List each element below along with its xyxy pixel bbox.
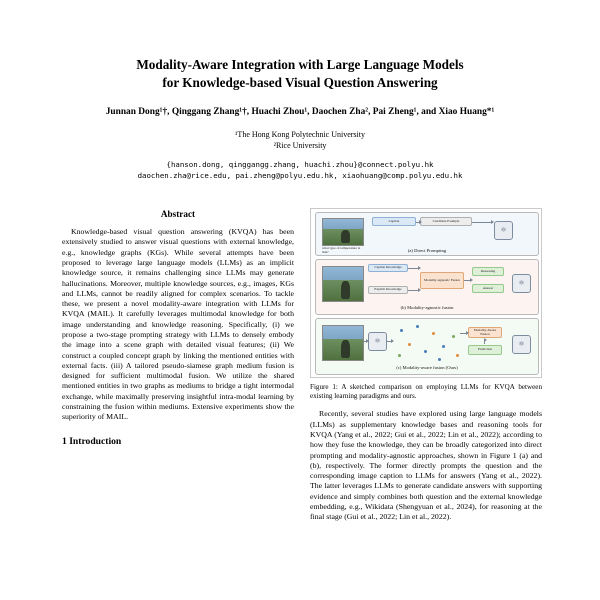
title-line-2: for Knowledge-based Visual Question Answering — [162, 74, 438, 90]
affiliation-1: ¹The Hong Kong Polytechnic University — [235, 129, 365, 139]
figure-block-reasoning: Reasoning — [472, 267, 504, 276]
title-block — [0, 0, 600, 181]
figure-scene-graph — [394, 323, 466, 363]
introduction-heading: 1 Introduction — [62, 436, 122, 448]
figure-1 — [310, 208, 542, 401]
figure-panel-a-label: (a) Direct Prompting — [407, 248, 447, 253]
figure-image-thumbnail-a — [322, 218, 364, 246]
figure-image-thumbnail-c — [322, 325, 364, 361]
llm-icon-b: ⚛ — [512, 274, 531, 293]
email-line-2: daochen.zha@rice.edu, pai.zheng@polyu.edu.hk, xiaohuang@comp.polyu.edu.hk — [137, 171, 463, 181]
right-column — [310, 208, 542, 529]
figure-block-caption-a: Caption — [372, 217, 416, 226]
figure-panel-c — [315, 318, 539, 375]
figure-panel-c-label: (c) Modality-aware fusion (Ours) — [396, 365, 458, 370]
figure-1-graphic — [310, 208, 542, 378]
llm-icon-a: ⚛ — [494, 221, 513, 240]
figure-panel-a — [315, 212, 539, 256]
page-title — [62, 56, 538, 92]
figure-block-explicit-knowledge: Explicit Knowledge — [368, 286, 408, 294]
llm-icon-d: ⚛ — [512, 335, 531, 354]
figure-1-caption: Figure 1: A sketched comparison on employing LLMs for KVQA between existing learning paradigms and ours. — [310, 383, 542, 401]
figure-block-modality-agnostic-fusion: Modality-Agnostic Fusion — [420, 272, 464, 289]
affiliations — [62, 129, 538, 152]
author-list: Junnan Dong¹†, Qinggang Zhang¹†, Huachi Zhou¹, Daochen Zha², Pai Zheng¹, and Xiao Huang*¹ — [105, 106, 495, 117]
figure-image-thumbnail-b — [322, 266, 364, 302]
figure-block-prediction: Prediction — [468, 345, 502, 355]
email-line-1: {hanson.dong, qinggangg.zhang, huachi.zhou}@connect.polyu.hk — [166, 159, 434, 169]
body-columns — [0, 208, 600, 600]
figure-block-answer: Answer — [472, 284, 504, 293]
llm-icon-c: ⚛ — [368, 332, 387, 351]
figure-block-caption-knowledge: Caption Knowledge — [368, 264, 408, 272]
left-column — [62, 208, 294, 454]
right-paragraph-1: Recently, several studies have explored using large language models (LLMs) as supplementary knowledge bases and reasoning tools for KVQA (Yang et al., 2022; Gui et al., 2022; Lin et al., 2022); according to how they fuse the knowledge, they can be broadly categorized into direct prompting and modality-agnostic approaches, shown in Figure 1 (a) and (b), respectively. The former directly prompts the question and the corresponding image caption to LLMs for answers (Yang et al., 2022). The latter leverages LLMs to generate candidate answers with supporting evidence and simply combines both question and the external knowledge embedding, e.g., Wikidata (Shengyuan et al., 2024), for reasoning at the final stage (Gui et al., 2022; Lin et al., 2022). — [310, 409, 542, 522]
figure-block-candidate-example: Candidate Example — [420, 217, 472, 226]
email-block — [62, 159, 538, 181]
figure-block-modality-aware-fusion: Modality-Aware Fusion — [468, 327, 502, 338]
figure-panel-b-label: (b) Modality-agnostic fusion — [400, 305, 454, 310]
abstract-paragraph: Knowledge-based visual question answering (KVQA) has been extensively studied to answer visual questions with external knowledge, e.g., knowledge graphs (KGs). While several attempts have been proposed to leverage large language models (LLMs) as an implicit knowledge source, it remains challenging since LLMs may generate hallucinations. Moreover, multiple knowledge sources, e.g., images, KGs and LLMs, cannot be readily aligned for complex scenarios. To tackle these, we present a novel modality-aware integration with LLMs for KVQA (MAIL). It carefully leverages multimodal knowledge for both image understanding and knowledge reasoning. Specifically, (i) we propose a two-stage prompting strategy with LLMs to densely embody the image into a scene graph with detailed visual features; (ii) We construct a coupled concept graph by linking the mentioned entities with external facts. (iii) A tailored pseudo-siamese graph medium fusion is designed for sufficient multimodal fusion. We utilize the shared mentioned entities in two graphs as mediums to bridge a tight intermodal exchange, while maximally preserving insightful intra-modal learning by constraining the fusion within mediums. Extensive experiments show the superiority of MAIL. — [62, 227, 294, 422]
abstract-heading: Abstract — [160, 209, 196, 219]
affiliation-2: ²Rice University — [273, 141, 327, 151]
figure-panel-b — [315, 259, 539, 315]
title-line-1: Modality-Aware Integration with Large Language Models — [136, 57, 464, 72]
figure-question-text: what type of temperature is this? — [322, 246, 361, 255]
